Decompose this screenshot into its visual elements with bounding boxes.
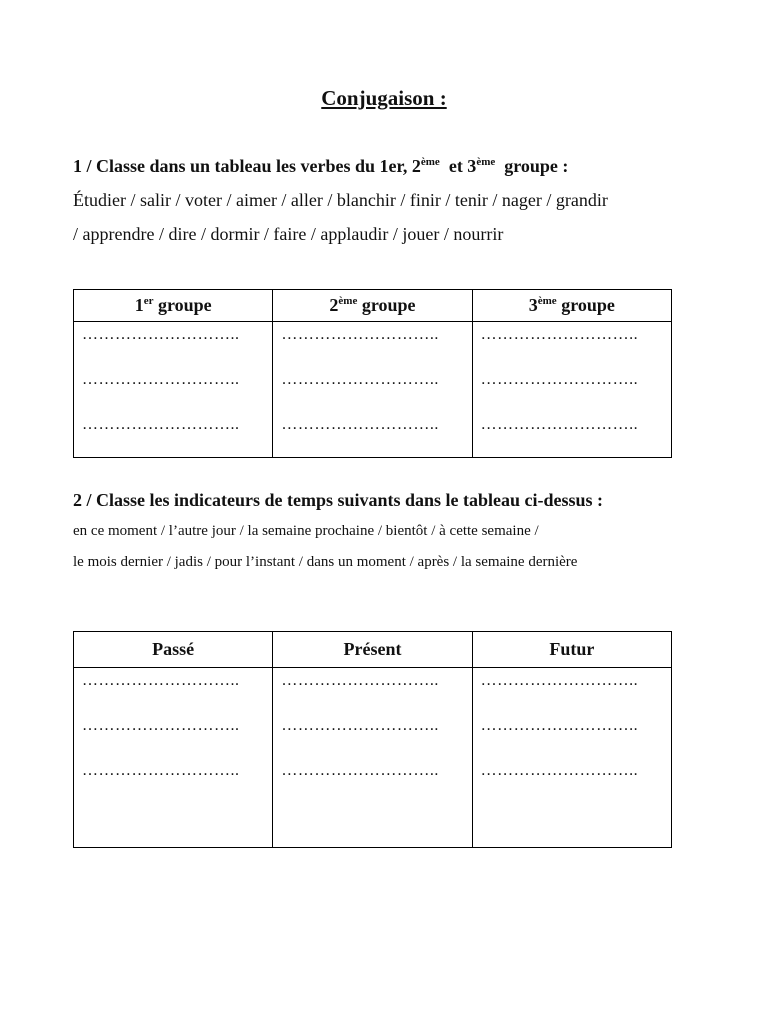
question-2-heading: 2 / Classe les indicateurs de temps suivants dans le tableau ci-dessus : [73,490,604,510]
answer-cell-group-3[interactable] [472,322,671,458]
fill-line: ……………………….. [480,672,639,689]
header-number: 1 [134,295,144,315]
fill-line: ……………………….. [82,371,240,388]
question-1-heading [73,156,568,177]
header-number: 3 [528,295,538,315]
answer-cell-futur[interactable] [472,668,671,848]
header-futur: Futur [472,632,671,668]
table-header-row [74,290,672,322]
verbs-line-1: Étudier / salir / voter / aimer / aller / blanchir / finir / tenir / nager / grandir [73,190,608,210]
answer-cell-group-2[interactable] [273,322,472,458]
header-sup: ème [338,295,358,307]
time-indicators-line-2: le mois dernier / jadis / pour l’instant / dans un moment / après / la semaine dernière [73,554,578,570]
fill-line: ……………………….. [82,416,240,433]
fill-line: ……………………….. [480,717,639,734]
header-number: 2 [329,295,339,315]
fill-line: ……………………….. [480,371,639,388]
fill-line: ……………………….. [281,371,439,388]
header-group-2 [273,290,472,322]
header-word: groupe [153,295,212,315]
header-group-1 [74,290,273,322]
fill-line: ……………………….. [281,416,439,433]
fill-line: ……………………….. [82,717,240,734]
table-header-row [74,632,672,668]
header-sup: er [143,295,154,307]
fill-line: ……………………….. [281,672,439,689]
fill-line: ……………………….. [82,762,240,779]
answer-cell-present[interactable] [273,668,472,848]
fill-line: ……………………….. [281,326,439,343]
answer-cell-passe[interactable] [74,668,273,848]
verbs-line-2: / apprendre / dire / dormir / faire / applaudir / jouer / nourrir [73,224,504,244]
verb-groups-table [73,289,672,458]
header-passe: Passé [74,632,273,668]
fill-line: ……………………….. [281,717,439,734]
tense-table [73,631,672,848]
fill-line: ……………………….. [281,762,439,779]
fill-line: ……………………….. [82,326,240,343]
fill-line: ……………………….. [480,326,639,343]
question-1-sup-2: ème [476,156,496,168]
question-1-suffix: groupe : [495,156,569,176]
header-word: groupe [357,295,416,315]
fill-line: ……………………….. [82,672,240,689]
answer-cell-group-1[interactable] [74,322,273,458]
table-answer-row [74,322,672,458]
header-sup: ème [537,295,557,307]
header-word: groupe [556,295,615,315]
fill-line: ……………………….. [480,762,639,779]
question-1-sup-1: ème [420,156,440,168]
question-1-prefix: 1 / Classe dans un tableau les verbes du 1er, 2 [73,156,421,176]
fill-line: ……………………….. [480,416,639,433]
header-present: Présent [273,632,472,668]
question-1-mid: et 3 [439,156,477,176]
table-answer-row [74,668,672,848]
page-title: Conjugaison : [321,86,447,110]
header-group-3 [472,290,671,322]
time-indicators-line-1: en ce moment / l’autre jour / la semaine prochaine / bientôt / à cette semaine / [73,523,539,539]
